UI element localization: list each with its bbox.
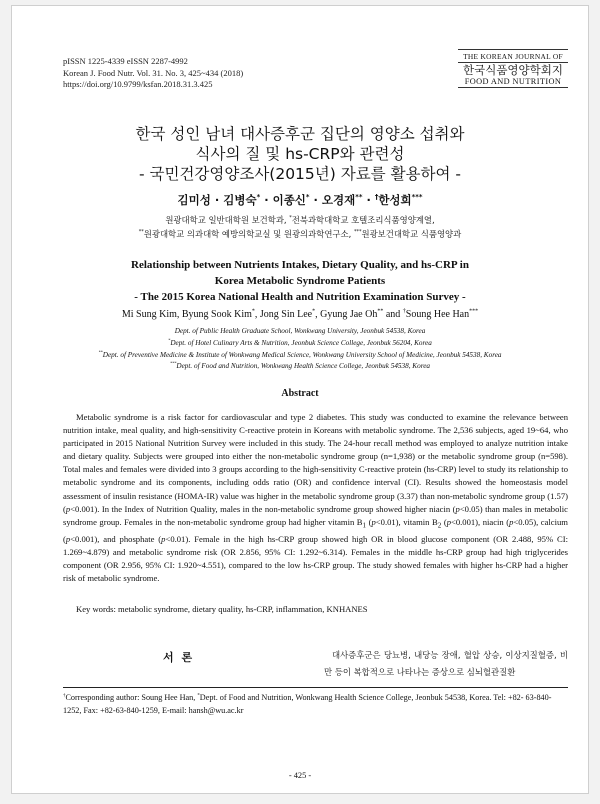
en-author-and: and bbox=[385, 309, 401, 320]
doi-link[interactable]: https://doi.org/10.9799/ksfan.2018.31.3.425 bbox=[63, 79, 213, 89]
korean-authors bbox=[12, 192, 588, 208]
citation-line: Korean J. Food Nutr. Vol. 31. No. 3, 425~434 (2018) bbox=[63, 67, 244, 78]
footnote-dagger: † bbox=[63, 693, 66, 699]
korean-aff-line2 bbox=[12, 227, 588, 241]
page-number: - 425 - bbox=[288, 771, 312, 780]
author-4: 오경재 bbox=[321, 193, 356, 207]
english-affiliations bbox=[12, 326, 588, 373]
author-separator: · bbox=[362, 193, 375, 207]
author-separator: · bbox=[260, 193, 273, 207]
en-aff-4: Dept. of Food and Nutrition, Wonkwang Health Science College, Jeonbuk 54538, Korea bbox=[176, 362, 431, 371]
en-author-5-mark: *** bbox=[469, 308, 479, 315]
korean-aff-3-mark: ** bbox=[138, 229, 144, 236]
author-3: 이종신 bbox=[272, 193, 306, 207]
journal-logo bbox=[458, 49, 568, 88]
en-aff-4-mark: *** bbox=[169, 361, 177, 366]
en-author-4-mark: ** bbox=[377, 308, 384, 315]
author-5: 한성희 bbox=[378, 193, 412, 207]
author-2: 김병숙 bbox=[223, 193, 257, 207]
en-aff-2-mark: * bbox=[168, 337, 171, 343]
korean-aff-4: 원광보건대학교 식품영양과 bbox=[361, 229, 462, 239]
english-title bbox=[12, 257, 588, 306]
footnote-text-b: Dept. of Food and Nutrition, Wonkwang Health Science College, Jeonbuk 54538, Korea. Tel: +82- 63-840-1252, Fax: +82-63-840-1259, E-mail: hansh@wu.ac.kr bbox=[63, 693, 552, 715]
corresponding-footnote bbox=[63, 691, 568, 717]
korean-affiliations bbox=[12, 213, 588, 241]
author-1: 김미성 bbox=[177, 193, 211, 207]
author-2-mark: * bbox=[256, 193, 261, 202]
korean-aff-1-mark: * bbox=[289, 215, 292, 222]
footnote-text-a: Corresponding author: Soung Hee Han, bbox=[65, 693, 196, 702]
abstract-body: Metabolic syndrome is a risk factor for cardiovascular and type 2 diabetes. This study was conducted to examine the relevance between nutrition intake, meal quality, and high-sensitivity C-reactive protein in Koreans with metabolic syndrome. The 2,536 subjects, aged 19~64, who participated in 2015 National Nutrition Survey were included in this study. The 24-hour recall method was employed to analyze nutrition intake and dietary quality. Subjects were grouped into either the non-metabolic syndrome group (n=1,938) or the metabolic syndrome group (n=598). Total males and females were divided into 3 groups according to the high-sensitivity C-reactive protein (hs-CRP) level to study its relationship to metabolic syndrome and its components, including odds ratio (OR) and confidence interval (CI). Results showed the homeostasis model assessment of insulin resistance (HOMA-IR) value was higher in the metabolic syndrome group (3.37) than non-metabolic syndrome group (1.57) (p<0.001). In the Index of Nutrition Quality, males in the non-metabolic syndrome group showed higher niacin (p<0.05) than males in metabolic syndrome group. Females in the non-metabolic syndrome group had higher vitamin $B_1$ (p<0.01), vitamin $B_2$ (p<0.001), niacin (p<0.05), calcium (p<0.001), and phosphate (p<0.01). Female in the high hs-CRP group showed high OR in blood glucose component (OR 2.488, 95% CI: 1.269~4.879) and metabolic syndrome risk (OR 2.856, 95% CI: 1.292~6.314). Females in the middle hs-CRP group had high triglycerides component (OR 2.956, 95% CI: 1.920~4.551), compared to the low hs-CRP group. The study showed females with higher hs-CRP had a higher risk of metabolic syndrome. bbox=[63, 412, 568, 583]
section-heading-introduction: 서 론 bbox=[163, 651, 195, 664]
en-aff-3: Dept. of Preventive Medicine & Institute of Wonkwang Medical Science, Wonkwang University School of Medicine, Jeonbuk 54538, Korea bbox=[102, 350, 502, 359]
journal-name-en-bottom: FOOD AND NUTRITION bbox=[464, 77, 562, 86]
paper-page bbox=[11, 5, 589, 794]
corresponding-dagger: † bbox=[374, 193, 379, 202]
korean-aff-1: 원광대학교 일반대학원 보건학과, bbox=[165, 215, 287, 225]
en-aff-2-line bbox=[12, 338, 588, 350]
keywords: Key words: metabolic syndrome, dietary quality, hs-CRP, inflammation, KNHANES bbox=[76, 604, 368, 614]
en-aff-1: Dept. of Public Health Graduate School, Wonkwang University, Jeonbuk 54538, Korea bbox=[174, 327, 426, 335]
en-author-5: Soung Hee Han bbox=[405, 309, 470, 320]
abstract-heading: Abstract bbox=[281, 388, 319, 399]
en-aff-4-line bbox=[12, 361, 588, 373]
korean-title-line3: - 국민건강영양조사(2015년) 자료를 활용하여 - bbox=[138, 165, 461, 183]
korean-aff-line1 bbox=[12, 213, 588, 227]
introduction-text: 대사증후군은 당뇨병, 내당능 장애, 혈압 상승, 이상지질혈증, 비만 등이 복합적으로 나타나는 증상으로 심뇌혈관질환 bbox=[324, 650, 568, 677]
korean-title-line1: 한국 성인 남녀 대사증후군 집단의 영양소 섭취와 bbox=[135, 125, 465, 143]
author-separator: · bbox=[309, 193, 322, 207]
korean-aff-3: 원광대학교 의과대학 예방의학교실 및 원광의과학연구소, bbox=[143, 229, 352, 239]
korean-aff-4-mark: *** bbox=[353, 229, 362, 236]
en-aff-2: Dept. of Hotel Culinary Arts & Nutrition, Jeonbuk Science College, Jeonbuk 56204, Korea bbox=[170, 338, 432, 347]
logo-bottom-rule bbox=[458, 87, 568, 88]
author-3-mark: * bbox=[305, 193, 310, 202]
en-aff-3-line bbox=[12, 350, 588, 362]
author-separator: · bbox=[210, 193, 224, 207]
author-4-mark: ** bbox=[355, 193, 363, 202]
korean-title-line2: 식사의 질 및 hs-CRP와 관련성 bbox=[195, 145, 405, 163]
korean-title bbox=[12, 124, 588, 184]
english-title-line1: Relationship between Nutrients Intakes, Dietary Quality, and hs-CRP in bbox=[131, 259, 469, 271]
en-author-1: Mi Sung Kim, bbox=[121, 309, 180, 320]
english-title-line2: Korea Metabolic Syndrome Patients bbox=[214, 275, 386, 288]
en-author-3: Jong Sin Lee bbox=[259, 309, 313, 320]
author-5-mark: *** bbox=[411, 193, 423, 202]
citation-block bbox=[63, 56, 243, 91]
logo-top-rule bbox=[458, 49, 568, 50]
en-author-4: Gyung Jae Oh bbox=[320, 309, 378, 320]
en-author-3-mark: * bbox=[312, 308, 316, 315]
footnote-mark: * bbox=[197, 693, 200, 699]
footnote-rule bbox=[63, 687, 568, 688]
journal-name-ko: 한국식품영양학회지 bbox=[463, 63, 563, 77]
english-title-line3: - The 2015 Korea National Health and Nutrition Examination Survey - bbox=[134, 291, 466, 304]
en-author-2-mark: * bbox=[251, 308, 255, 315]
issn-line: pISSN 1225-4339 eISSN 2287-4992 bbox=[63, 56, 188, 66]
journal-name-en-top: THE KOREAN JOURNAL OF bbox=[463, 52, 563, 61]
english-authors: Mi Sung Kim, Byung Sook Kim*, Jong Sin Lee*, Gyung Jae Oh** and †Soung Hee Han*** bbox=[121, 308, 479, 320]
en-aff-3-mark: ** bbox=[98, 349, 103, 355]
korean-aff-2: 전북과학대학교 호텔조리식품영양계열, bbox=[291, 215, 435, 225]
en-author-2: Byung Sook Kim bbox=[181, 309, 252, 320]
en-corresponding-dagger: † bbox=[402, 308, 406, 315]
